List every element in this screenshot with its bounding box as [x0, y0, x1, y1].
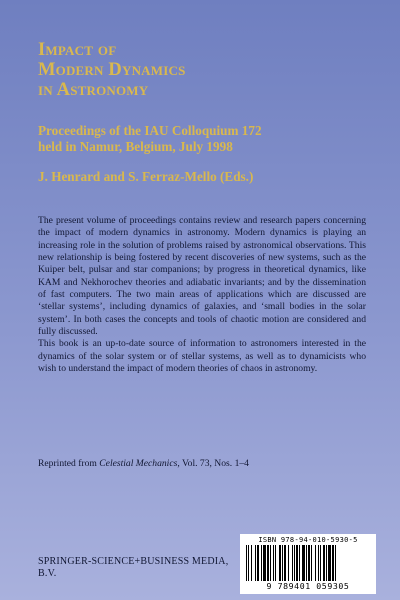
barcode-bar: [270, 545, 271, 581]
barcode-bar: [326, 545, 327, 581]
book-title-line-3: in Astronomy: [38, 80, 149, 100]
book-subtitle: [38, 123, 368, 155]
barcode-bar: [320, 545, 321, 581]
barcode-bar: [296, 545, 298, 581]
book-title: [38, 40, 368, 100]
barcode-bar: [282, 545, 283, 581]
description-paragraph-1: The present volume of proceedings contains review and research papers concerning the impact of modern dynamics in astronomy. Modern dynamics is playing an increasing role in the solution of problems raised by astronomical observations. This new relationship is being fostered by recent discoveries of new systems, such as the Kuiper belt, pulsar and star companions; by progress in theoretical dynamics, like KAM and Nekhorochev theories and adiabatic invariants; and by the dissemination of fast computers. The two main areas of applications which are discussed are ‘stellar systems’, including dynamics of galaxies, and ‘small bodies in the solar system’. In both cases the concepts and tools of chaotic motion are considered and fully discussed.: [38, 215, 366, 338]
subtitle-line-1: Proceedings of the IAU Colloquium 172: [38, 123, 262, 138]
book-title-line-1: Impact of: [38, 40, 117, 60]
barcode-bar: [302, 545, 305, 581]
barcode-bar: [292, 545, 293, 581]
barcode-bar: [279, 545, 281, 581]
journal-name: Celestial Mechanics: [99, 458, 178, 469]
description-paragraph-2: This book is an up-to-date source of information to astronomers interested in the dynamics of the solar system or of stellar systems, as well as to dynamicists who wish to understand the impact of modern theories of chaos in astronomy.: [38, 338, 366, 375]
barcode-bar: [251, 545, 252, 581]
barcode-bar: [246, 545, 247, 581]
barcode-bar: [306, 545, 307, 581]
publisher: SPRINGER-SCIENCE+BUSINESS MEDIA, B.V.: [38, 556, 229, 579]
barcode-bar: [275, 545, 276, 581]
barcode: [240, 534, 376, 594]
barcode-bar: [323, 545, 325, 581]
description: [38, 215, 366, 375]
barcode-bar: [299, 545, 300, 581]
reprint-note: [38, 458, 368, 470]
barcode-bar: [311, 545, 312, 581]
barcode-bar: [248, 545, 249, 581]
barcode-bar: [284, 545, 286, 581]
barcode-bar: [257, 545, 259, 581]
reprint-suffix: , Vol. 73, Nos. 1–4: [177, 458, 249, 469]
barcode-bar: [332, 545, 334, 581]
barcode-bar: [315, 545, 316, 581]
barcode-bar: [263, 545, 266, 581]
barcode-bar: [335, 545, 336, 581]
barcode-bar: [261, 545, 262, 581]
barcode-bar: [288, 545, 289, 581]
barcode-bar: [318, 545, 319, 581]
barcode-bar: [308, 545, 310, 581]
barcode-bars: [246, 545, 370, 581]
barcode-bar: [267, 545, 269, 581]
isbn-label: ISBN 978-94-010-5930-5: [258, 536, 358, 544]
barcode-bar: [328, 545, 331, 581]
barcode-bar: [294, 545, 295, 581]
barcode-bar: [273, 545, 274, 581]
barcode-bar: [255, 545, 256, 581]
book-title-line-2: Modern Dynamics: [38, 60, 186, 80]
editors: J. Henrard and S. Ferraz-Mello (Eds.): [38, 169, 254, 184]
subtitle-line-2: held in Namur, Belgium, July 1998: [38, 139, 233, 154]
reprint-prefix: Reprinted from: [38, 458, 100, 469]
barcode-number: 9 789401 059305: [266, 581, 350, 591]
